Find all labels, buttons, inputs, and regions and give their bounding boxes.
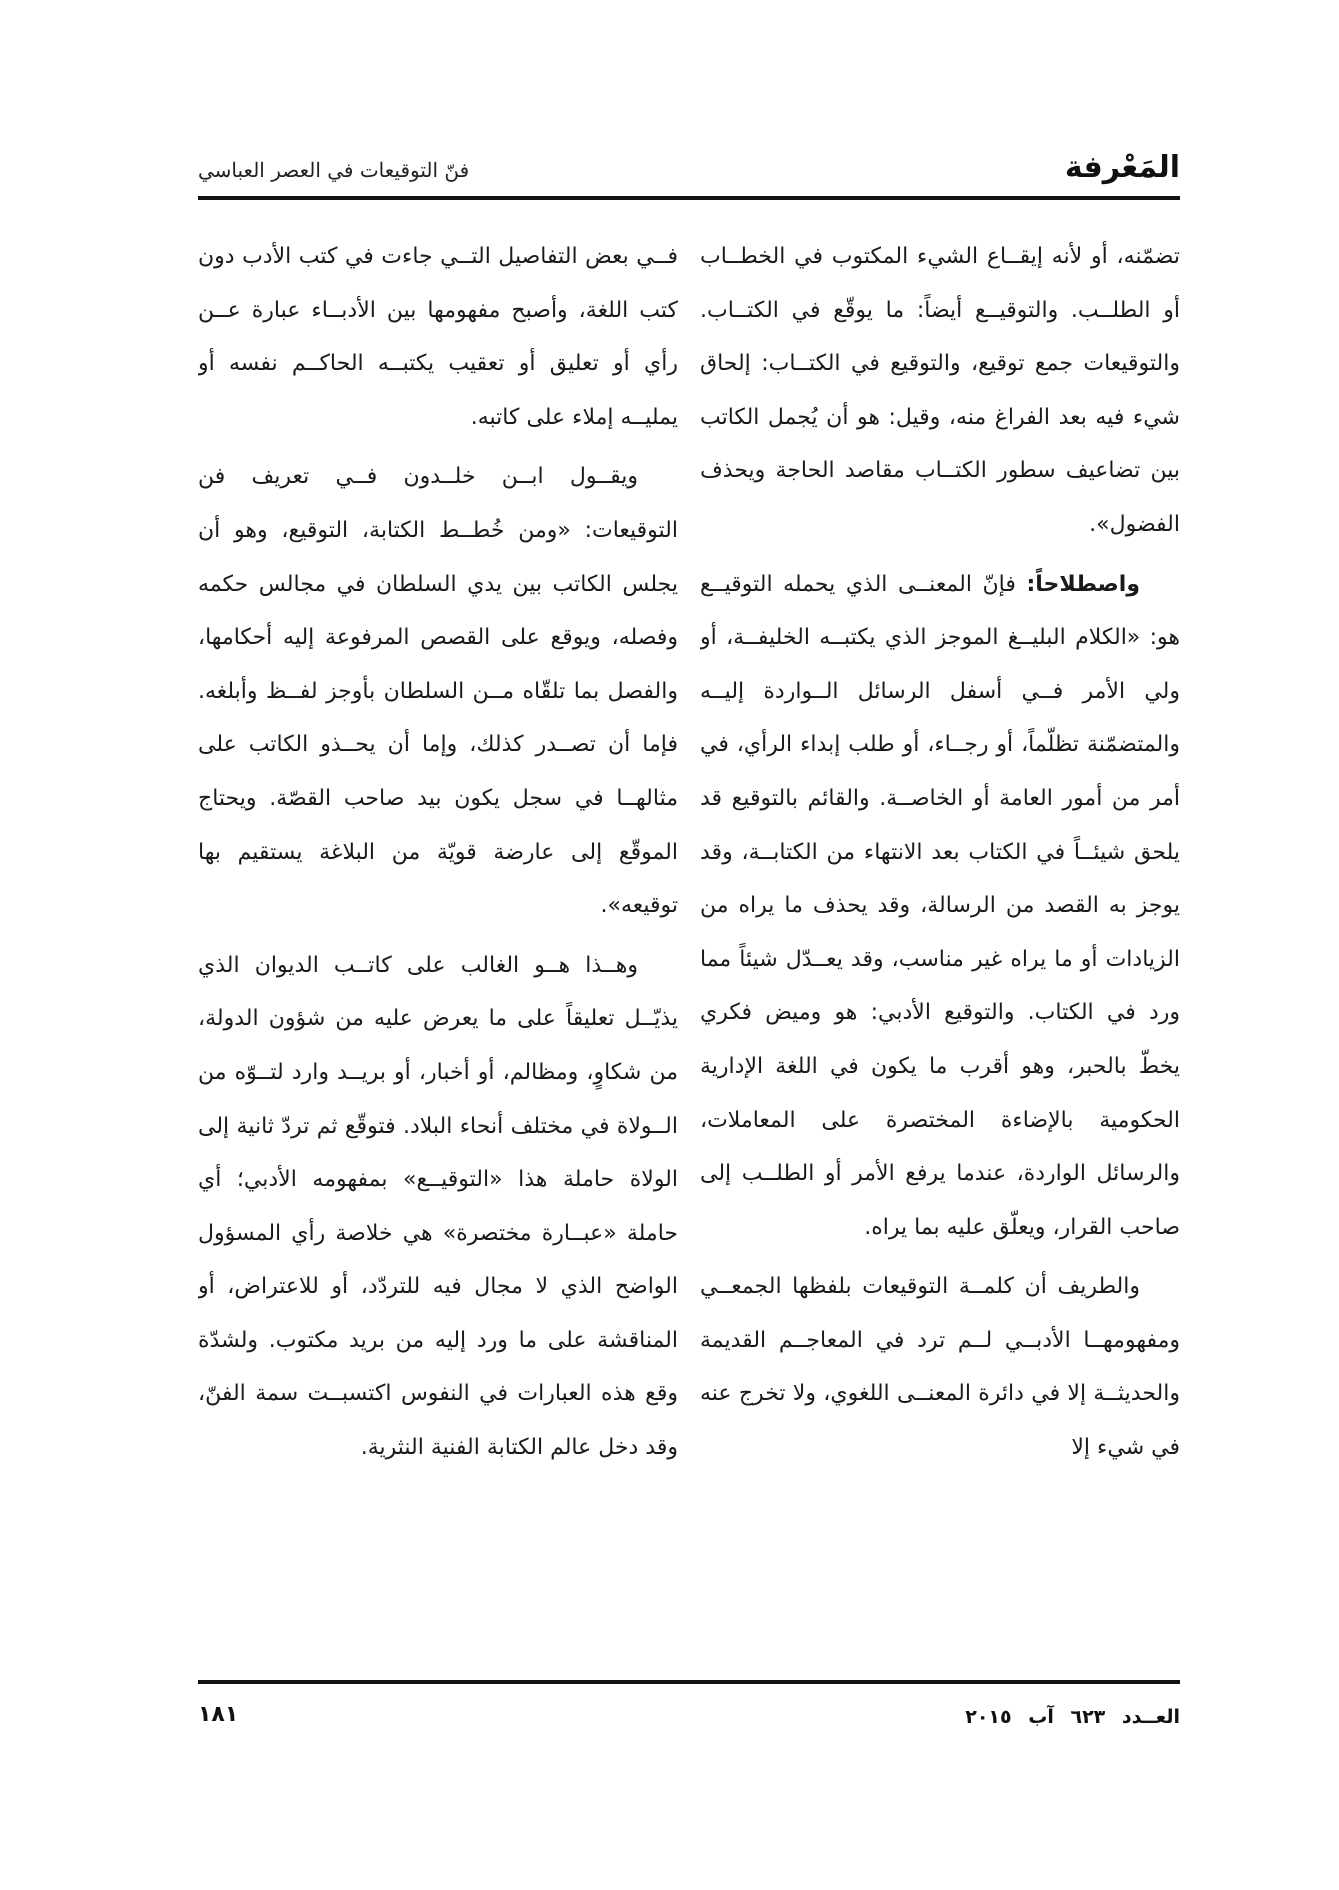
- paragraph: فــي بعض التفاصيل التــي جاءت في كتب الأدب دون كتب اللغة، وأصبح مفهومها بين الأدبــاء عبارة عــن رأي أو تعليق أو تعقيب يكتبــه الحاكــم نفسه أو يمليــه إملاء على كاتبه.: [198, 244, 678, 430]
- footer-divider: [198, 1680, 1180, 1684]
- issue-number: ٦٢٣: [1070, 1706, 1106, 1728]
- magazine-logo: المَعْرفة: [1064, 150, 1180, 185]
- left-column: [198, 230, 678, 1670]
- issue-info: [955, 1702, 1180, 1732]
- paragraph: والطريف أن كلمــة التوقيعات بلفظها الجمعــي ومفهومهــا الأدبــي لــم ترد في المعاجــم القديمة والحديثــة إلا في دائرة المعنــى اللغوي، ولا تخرج عنه في شيء إلا: [700, 1274, 1180, 1461]
- term-heading: واصطلاحاً:: [1026, 571, 1140, 597]
- header-divider: [198, 196, 1180, 200]
- running-title: فنّ التوقيعات في العصر العباسي: [198, 158, 470, 182]
- paragraph: تضمّنه، أو لأنه إيقــاع الشيء المكتوب في الخطــاب أو الطلــب. والتوقيــع أيضاً: ما يوقّع في الكتــاب. والتوقيعات جمع توقيع، والتوقيع في الكتــاب: إلحاق شيء فيه بعد الفراغ منه، وقيل: هو أن يُجمل الكاتب بين تضاعيف سطور الكتــاب مقاصد الحاجة ويحذف الفضول».: [700, 244, 1180, 537]
- paragraph: وهــذا هــو الغالب على كاتــب الديوان الذي يذيّــل تعليقاً على ما يعرض عليه من شؤون الدولة، من شكاوٍ، ومظالم، أو أخبار، أو بريــد وارد لتــوّه من الــولاة في مختلف أنحاء البلاد. فتوقّع ثم تردّ ثانية إلى الولاة حاملة هذا «التوقيــع» بمفهومه الأدبي؛ أي حاملة «عبــارة مختصرة» هي خلاصة رأي المسؤول الواضح الذي لا مجال فيه للتردّد، أو للاعتراض، أو المناقشة على ما ورد إليه من بريد مكتوب. ولشدّة وقع هذه العبارات في النفوس اكتسبــت سمة الفنّ، وقد دخل عالم الكتابة الفنية النثرية.: [198, 952, 678, 1461]
- page-number: ١٨١: [198, 1702, 239, 1727]
- paragraph: ويقــول ابــن خلــدون فــي تعريف فن التوقيعات: «ومن خُطــط الكتابة، التوقيع، وهو أن يجلس الكاتب بين يدي السلطان في مجالس حكمه وفصله، ويوقع على القصص المرفوعة إليه أحكامها، والفصل بما تلقّاه مــن السلطان بأوجز لفــظ وأبلغه. فإما أن تصــدر كذلك، وإما أن يحــذو الكاتب على مثالهــا في سجل يكون بيد صاحب القصّة. ويحتاج الموقّع إلى عارضة قويّة من البلاغة يستقيم بها توقيعه».: [198, 464, 678, 919]
- issue-month: آب: [1028, 1706, 1054, 1728]
- right-column: [700, 230, 1180, 1670]
- issue-year: ٢٠١٥: [965, 1706, 1012, 1728]
- issue-label: العــدد: [1121, 1706, 1180, 1728]
- paragraph-text: فإنّ المعنــى الذي يحمله التوقيــع هو: «الكلام البليــغ الموجز الذي يكتبــه الخليفــة، أو ولي الأمر فــي أسفل الرسائل الــواردة إليــه والمتضمّنة تظلّماً، أو رجــاء، أو طلب إبداء الرأي، في أمر من أمور العامة أو الخاصــة. والقائم بالتوقيع قد يلحق شيئــاً في الكتاب بعد الانتهاء من الكتابــة، وقد يوجز به القصد من الرسالة، وقد يحذف ما يراه من الزيادات أو ما يراه غير مناسب، وقد يعــدّل شيئاً مما ورد في الكتاب. والتوقيع الأدبي: هو وميض فكري يخطّ بالحبر، وهو أقرب ما يكون في اللغة الإدارية الحكومية بالإضاءة المختصرة على المعاملات، والرسائل الواردة، عندما يرفع الأمر أو الطلــب إلى صاحب القرار، ويعلّق عليه بما يراه.: [700, 571, 1180, 1240]
- page-header: [198, 150, 1180, 190]
- paragraph: [700, 558, 1180, 1255]
